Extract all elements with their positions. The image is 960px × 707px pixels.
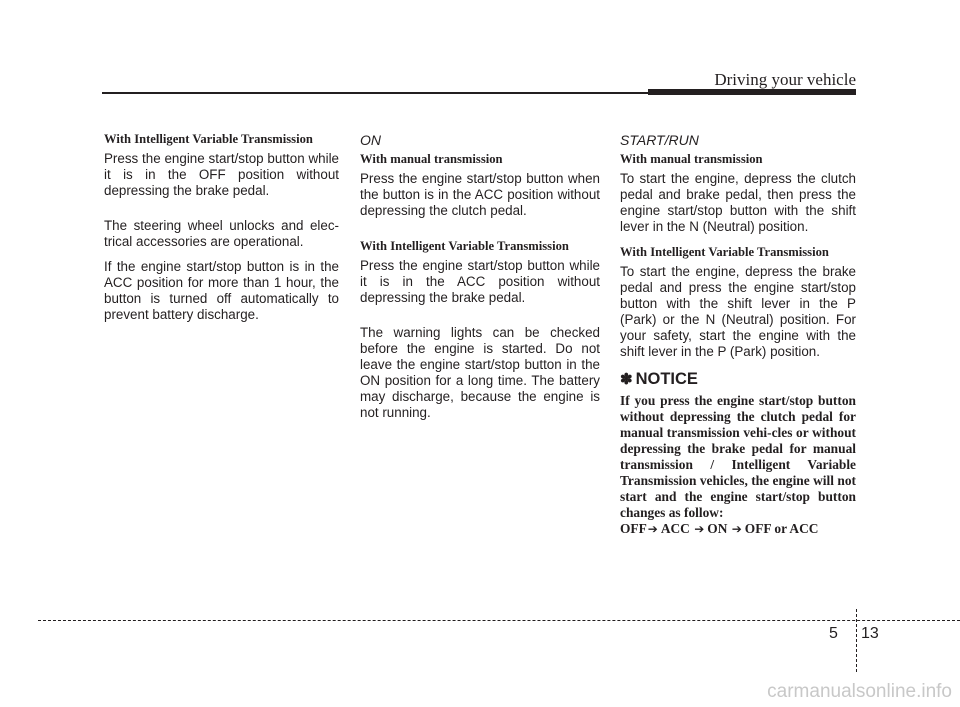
column-2 bbox=[360, 131, 600, 430]
paragraph: Press the engine start/stop button while it is in the ACC position without depressing the brake pedal. bbox=[360, 258, 600, 305]
column-3 bbox=[620, 131, 856, 537]
paragraph: If the engine start/stop button is in the ACC position for more than 1 hour, the button is turned off automatically to prevent battery discharge. bbox=[104, 259, 339, 322]
subheading-manual: With manual transmission bbox=[620, 152, 763, 166]
arrow-right-icon: ➔ bbox=[647, 522, 658, 536]
arrow-right-icon: ➔ bbox=[731, 522, 742, 536]
section-heading-on: ON bbox=[360, 132, 381, 148]
state-acc: ACC bbox=[660, 521, 690, 536]
subheading-ivt: With Intelligent Variable Transmission bbox=[104, 132, 313, 146]
paragraph: Press the engine start/stop button when the button is in the ACC position without depressing the clutch pedal. bbox=[360, 171, 600, 218]
paragraph: To start the engine, depress the clutch pedal and brake pedal, then press the engine start/stop button with the shift lever in the N (Neutral) position. bbox=[620, 171, 856, 234]
arrow-right-icon: ➔ bbox=[694, 522, 705, 536]
watermark: carmanualsonline.info bbox=[767, 681, 952, 702]
page-number: 13 bbox=[861, 625, 879, 642]
column-1 bbox=[104, 131, 339, 332]
footer-rule bbox=[38, 620, 960, 621]
state-on: ON bbox=[707, 521, 728, 536]
subheading-manual: With manual transmission bbox=[360, 152, 503, 166]
notice-star-icon: ✽ bbox=[620, 371, 633, 388]
state-off: OFF bbox=[620, 521, 647, 536]
paragraph: The warning lights can be checked before the engine is started. Do not leave the engine start/stop button in the ON position for a long time. The battery may discharge, because the engine is not running. bbox=[360, 325, 600, 420]
chapter-number: 5 bbox=[829, 625, 838, 642]
notice-title: NOTICE bbox=[635, 370, 698, 388]
header-rule-tab bbox=[648, 89, 856, 95]
section-heading-start-run: START/RUN bbox=[620, 132, 699, 148]
subheading-ivt: With Intelligent Variable Transmission bbox=[360, 239, 569, 253]
paragraph: To start the engine, depress the brake pedal and press the engine start/stop button with the shift lever in the P (Park) or the N (Neutral) position. For your safety, start the engine with the shift lever in the P (Park) position. bbox=[620, 264, 856, 359]
state-sequence bbox=[620, 521, 856, 537]
paragraph: The steering wheel unlocks and elec-trical accessories are operational. bbox=[104, 218, 339, 249]
notice-body: If you press the engine start/stop button without depressing the clutch pedal for manual transmission vehi-cles or without depressing the brake pedal for manual transmission / Intelligent Variable Transmission vehicles, the engine will not start and the engine start/stop button changes as follow: bbox=[620, 393, 856, 520]
footer-divider bbox=[856, 609, 857, 672]
state-off-or-acc: OFF or ACC bbox=[744, 521, 819, 536]
notice-heading bbox=[620, 369, 856, 390]
paragraph: Press the engine start/stop button while it is in the OFF position without depressing the brake pedal. bbox=[104, 151, 339, 198]
running-header: Driving your vehicle bbox=[714, 70, 856, 89]
subheading-ivt: With Intelligent Variable Transmission bbox=[620, 245, 829, 259]
